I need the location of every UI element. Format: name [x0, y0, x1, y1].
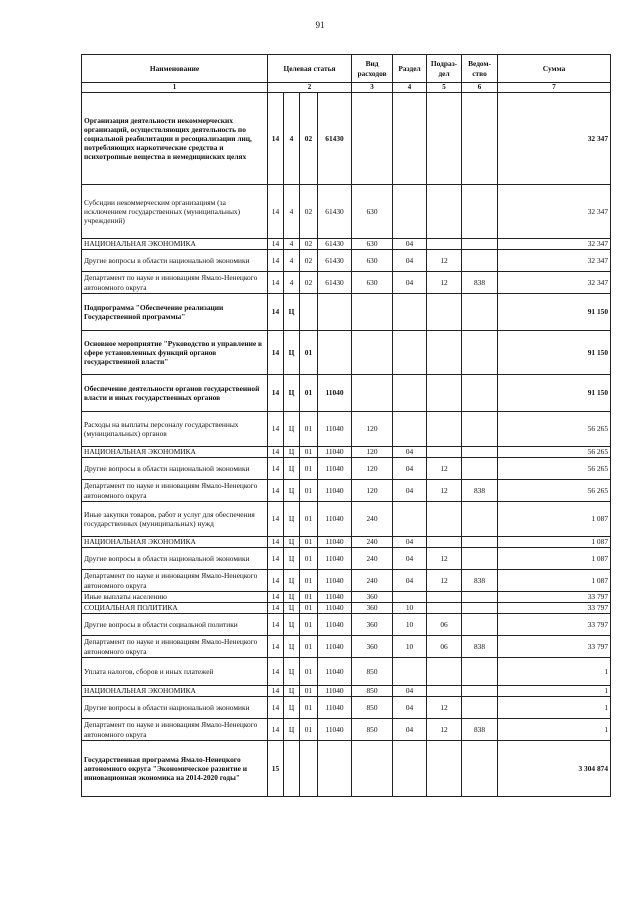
row-section — [393, 741, 427, 797]
row-name: Основное мероприятие "Руководство и управление в сфере установленных функций органов государственной власти" — [82, 331, 268, 375]
column-number: 4 — [393, 83, 427, 93]
row-target-program: 14 — [268, 239, 284, 250]
row-target-direction: 11040 — [318, 614, 352, 636]
row-target-subprogram: Ц — [284, 570, 300, 592]
row-section: 04 — [393, 548, 427, 570]
row-section — [393, 93, 427, 185]
row-target-program: 14 — [268, 294, 284, 331]
table-row — [82, 548, 611, 570]
row-target-program: 14 — [268, 502, 284, 537]
row-subsection — [427, 603, 462, 614]
row-expense-type: 850 — [352, 658, 393, 686]
row-amount: 56 265 — [498, 447, 611, 458]
row-target-program: 14 — [268, 697, 284, 719]
row-name: Департамент по науке и инновациям Ямало-Ненецкого автономного округа — [82, 480, 268, 502]
row-target-subprogram: Ц — [284, 719, 300, 741]
row-section: 04 — [393, 537, 427, 548]
row-target-subprogram: Ц — [284, 412, 300, 447]
row-name: Другие вопросы в области национальной экономики — [82, 458, 268, 480]
table-row — [82, 636, 611, 658]
row-section — [393, 375, 427, 412]
row-target-program: 14 — [268, 447, 284, 458]
row-expense-type: 240 — [352, 548, 393, 570]
row-expense-type: 240 — [352, 570, 393, 592]
table-row — [82, 239, 611, 250]
row-target-subprogram: Ц — [284, 686, 300, 697]
row-target-program: 14 — [268, 686, 284, 697]
table-row — [82, 331, 611, 375]
row-expense-type — [352, 331, 393, 375]
row-amount: 33 797 — [498, 636, 611, 658]
row-target-direction: 61430 — [318, 185, 352, 239]
row-name: НАЦИОНАЛЬНАЯ ЭКОНОМИКА — [82, 537, 268, 548]
row-section: 04 — [393, 570, 427, 592]
row-amount: 32 347 — [498, 250, 611, 272]
row-section — [393, 185, 427, 239]
row-name: Департамент по науке и инновациям Ямало-Ненецкого автономного округа — [82, 719, 268, 741]
header-name: Наименование — [82, 55, 268, 83]
row-department: 838 — [462, 272, 498, 294]
row-target-program: 14 — [268, 331, 284, 375]
row-expense-type: 850 — [352, 719, 393, 741]
row-department — [462, 250, 498, 272]
row-target-program: 14 — [268, 614, 284, 636]
row-target-direction: 61430 — [318, 272, 352, 294]
row-department — [462, 239, 498, 250]
row-subsection: 12 — [427, 570, 462, 592]
row-target-subprogram: Ц — [284, 614, 300, 636]
row-amount: 1 087 — [498, 502, 611, 537]
row-target-measure: 01 — [300, 658, 318, 686]
row-section: 04 — [393, 239, 427, 250]
row-target-measure: 01 — [300, 636, 318, 658]
row-department — [462, 741, 498, 797]
header-expense-type: Вид расходов — [352, 55, 393, 83]
row-subsection — [427, 447, 462, 458]
table-row — [82, 480, 611, 502]
row-target-direction: 11040 — [318, 447, 352, 458]
row-target-measure: 01 — [300, 548, 318, 570]
row-department — [462, 331, 498, 375]
row-subsection — [427, 741, 462, 797]
row-expense-type: 850 — [352, 686, 393, 697]
row-section — [393, 592, 427, 603]
row-target-direction: 11040 — [318, 480, 352, 502]
table-row — [82, 592, 611, 603]
row-target-measure: 01 — [300, 458, 318, 480]
row-expense-type: 120 — [352, 480, 393, 502]
row-department — [462, 375, 498, 412]
row-target-measure: 01 — [300, 592, 318, 603]
row-target-measure — [300, 741, 318, 797]
row-expense-type: 630 — [352, 250, 393, 272]
row-target-measure: 01 — [300, 480, 318, 502]
row-department — [462, 412, 498, 447]
row-target-program: 14 — [268, 636, 284, 658]
row-subsection: 12 — [427, 719, 462, 741]
row-target-direction: 11040 — [318, 697, 352, 719]
row-name: Департамент по науке и инновациям Ямало-Ненецкого автономного округа — [82, 636, 268, 658]
row-amount: 33 797 — [498, 592, 611, 603]
row-department — [462, 458, 498, 480]
row-section: 04 — [393, 272, 427, 294]
row-target-direction: 11040 — [318, 412, 352, 447]
table-row — [82, 447, 611, 458]
row-expense-type: 120 — [352, 458, 393, 480]
row-target-subprogram: Ц — [284, 548, 300, 570]
row-target-subprogram: Ц — [284, 537, 300, 548]
row-name: Другие вопросы в области национальной экономики — [82, 697, 268, 719]
row-name: НАЦИОНАЛЬНАЯ ЭКОНОМИКА — [82, 447, 268, 458]
row-section — [393, 331, 427, 375]
row-expense-type — [352, 93, 393, 185]
row-section: 10 — [393, 614, 427, 636]
row-subsection — [427, 592, 462, 603]
row-subsection — [427, 239, 462, 250]
row-target-subprogram: Ц — [284, 458, 300, 480]
row-section: 04 — [393, 250, 427, 272]
row-name: Государственная программа Ямало-Ненецкого автономного округа "Экономическое развитие и инновационная экономика на 2014-2020 годы" — [82, 741, 268, 797]
row-section: 04 — [393, 480, 427, 502]
row-amount: 1 087 — [498, 570, 611, 592]
row-name: Другие вопросы в области национальной экономики — [82, 250, 268, 272]
row-subsection — [427, 331, 462, 375]
row-expense-type — [352, 375, 393, 412]
row-section: 04 — [393, 447, 427, 458]
row-target-program: 14 — [268, 375, 284, 412]
table-row — [82, 741, 611, 797]
row-department — [462, 93, 498, 185]
row-expense-type: 240 — [352, 502, 393, 537]
row-target-subprogram: Ц — [284, 447, 300, 458]
table-row — [82, 250, 611, 272]
row-target-program: 14 — [268, 719, 284, 741]
row-subsection — [427, 185, 462, 239]
row-target-program: 14 — [268, 412, 284, 447]
row-target-subprogram: 4 — [284, 185, 300, 239]
row-amount: 32 347 — [498, 272, 611, 294]
row-target-direction — [318, 331, 352, 375]
row-target-subprogram: Ц — [284, 294, 300, 331]
row-target-direction: 11040 — [318, 719, 352, 741]
row-expense-type: 360 — [352, 592, 393, 603]
table-row — [82, 412, 611, 447]
row-amount: 1 — [498, 697, 611, 719]
row-amount: 56 265 — [498, 480, 611, 502]
budget-table — [81, 54, 611, 797]
row-target-measure: 01 — [300, 719, 318, 741]
row-department: 838 — [462, 570, 498, 592]
row-expense-type: 120 — [352, 447, 393, 458]
row-expense-type: 630 — [352, 239, 393, 250]
row-department — [462, 592, 498, 603]
row-department — [462, 686, 498, 697]
row-target-measure: 02 — [300, 239, 318, 250]
row-subsection: 12 — [427, 250, 462, 272]
row-target-measure: 01 — [300, 537, 318, 548]
column-number: 6 — [462, 83, 498, 93]
row-subsection: 06 — [427, 614, 462, 636]
row-subsection — [427, 686, 462, 697]
row-section — [393, 294, 427, 331]
row-target-subprogram: Ц — [284, 375, 300, 412]
column-number: 1 — [82, 83, 268, 93]
row-amount: 1 087 — [498, 537, 611, 548]
row-section: 04 — [393, 458, 427, 480]
row-name: Субсидии некоммерческим организациям (за исключением государственных (муниципальных) учреждений) — [82, 185, 268, 239]
row-subsection — [427, 294, 462, 331]
row-target-measure: 01 — [300, 502, 318, 537]
row-target-direction: 11040 — [318, 537, 352, 548]
row-target-measure — [300, 294, 318, 331]
row-department — [462, 658, 498, 686]
row-target-measure: 01 — [300, 697, 318, 719]
row-target-direction — [318, 741, 352, 797]
table-row — [82, 719, 611, 741]
header-amount: Сумма — [498, 55, 611, 83]
row-target-measure: 01 — [300, 686, 318, 697]
row-target-subprogram: Ц — [284, 502, 300, 537]
row-name: Организация деятельности некоммерческих организаций, осуществляющих деятельность по социальной реабилитации и ресоциализации лиц, потребляющих наркотические средства и психотропные вещества в немедицинских целях — [82, 93, 268, 185]
budget-table-body — [82, 93, 611, 797]
row-target-direction — [318, 294, 352, 331]
row-target-measure: 02 — [300, 250, 318, 272]
row-target-direction: 11040 — [318, 636, 352, 658]
table-row — [82, 614, 611, 636]
row-name: Другие вопросы в области социальной политики — [82, 614, 268, 636]
row-section: 04 — [393, 719, 427, 741]
row-target-measure: 01 — [300, 447, 318, 458]
header-department: Ведом-ство — [462, 55, 498, 83]
table-row — [82, 686, 611, 697]
row-target-subprogram: 4 — [284, 272, 300, 294]
row-target-direction: 11040 — [318, 375, 352, 412]
row-expense-type: 630 — [352, 185, 393, 239]
row-department — [462, 537, 498, 548]
row-amount: 91 150 — [498, 331, 611, 375]
row-name: Другие вопросы в области национальной экономики — [82, 548, 268, 570]
row-target-program: 14 — [268, 592, 284, 603]
table-row — [82, 93, 611, 185]
row-section: 04 — [393, 686, 427, 697]
table-row — [82, 294, 611, 331]
row-section: 10 — [393, 636, 427, 658]
row-target-program: 14 — [268, 537, 284, 548]
table-row — [82, 458, 611, 480]
row-name: Иные выплаты населению — [82, 592, 268, 603]
row-target-measure: 01 — [300, 614, 318, 636]
row-section — [393, 658, 427, 686]
row-target-program: 14 — [268, 658, 284, 686]
row-amount: 1 — [498, 686, 611, 697]
row-expense-type: 360 — [352, 614, 393, 636]
row-department: 838 — [462, 719, 498, 741]
header-section: Раздел — [393, 55, 427, 83]
row-target-program: 14 — [268, 570, 284, 592]
column-number: 5 — [427, 83, 462, 93]
row-department — [462, 697, 498, 719]
row-amount: 91 150 — [498, 375, 611, 412]
row-amount: 56 265 — [498, 458, 611, 480]
row-target-direction: 11040 — [318, 458, 352, 480]
row-amount: 33 797 — [498, 603, 611, 614]
row-department: 838 — [462, 636, 498, 658]
row-name: Департамент по науке и инновациям Ямало-Ненецкого автономного округа — [82, 570, 268, 592]
row-name: Иные закупки товаров, работ и услуг для обеспечения государственных (муниципальных) нужд — [82, 502, 268, 537]
row-department — [462, 614, 498, 636]
row-name: Расходы на выплаты персоналу государственных (муниципальных) органов — [82, 412, 268, 447]
row-subsection: 12 — [427, 548, 462, 570]
row-amount: 3 304 874 — [498, 741, 611, 797]
row-target-program: 14 — [268, 93, 284, 185]
row-expense-type — [352, 741, 393, 797]
row-name: Департамент по науке и инновациям Ямало-Ненецкого автономного округа — [82, 272, 268, 294]
row-target-subprogram: 4 — [284, 239, 300, 250]
row-name: Обеспечение деятельности органов государственной власти и иных государственных органов — [82, 375, 268, 412]
row-expense-type — [352, 294, 393, 331]
table-row — [82, 375, 611, 412]
row-section: 10 — [393, 603, 427, 614]
row-section — [393, 412, 427, 447]
row-target-subprogram: Ц — [284, 697, 300, 719]
row-subsection: 06 — [427, 636, 462, 658]
row-target-subprogram: 4 — [284, 93, 300, 185]
row-target-program: 14 — [268, 185, 284, 239]
table-row — [82, 570, 611, 592]
row-expense-type: 240 — [352, 537, 393, 548]
table-row — [82, 697, 611, 719]
row-target-direction: 11040 — [318, 570, 352, 592]
table-row — [82, 537, 611, 548]
row-expense-type: 850 — [352, 697, 393, 719]
row-target-program: 15 — [268, 741, 284, 797]
header-target: Целевая статья — [268, 55, 352, 83]
row-amount: 1 — [498, 719, 611, 741]
row-target-subprogram: Ц — [284, 331, 300, 375]
row-subsection: 12 — [427, 480, 462, 502]
row-department — [462, 185, 498, 239]
row-target-program: 14 — [268, 272, 284, 294]
row-subsection — [427, 93, 462, 185]
table-row — [82, 185, 611, 239]
row-expense-type: 360 — [352, 603, 393, 614]
column-number: 3 — [352, 83, 393, 93]
row-target-program: 14 — [268, 480, 284, 502]
row-amount: 32 347 — [498, 239, 611, 250]
row-name: Подпрограмма "Обеспечение реализации Государственной программы" — [82, 294, 268, 331]
row-target-subprogram: Ц — [284, 658, 300, 686]
row-target-measure: 01 — [300, 331, 318, 375]
row-subsection — [427, 375, 462, 412]
row-amount: 1 — [498, 658, 611, 686]
row-name: НАЦИОНАЛЬНАЯ ЭКОНОМИКА — [82, 686, 268, 697]
row-subsection: 12 — [427, 272, 462, 294]
row-target-subprogram — [284, 741, 300, 797]
row-target-measure: 01 — [300, 570, 318, 592]
row-target-direction: 61430 — [318, 239, 352, 250]
table-row — [82, 272, 611, 294]
row-target-subprogram: Ц — [284, 636, 300, 658]
row-amount: 33 797 — [498, 614, 611, 636]
row-target-subprogram: Ц — [284, 480, 300, 502]
column-number: 2 — [268, 83, 352, 93]
row-target-measure: 01 — [300, 375, 318, 412]
row-target-measure: 01 — [300, 603, 318, 614]
row-target-subprogram: 4 — [284, 250, 300, 272]
row-department: 838 — [462, 480, 498, 502]
row-subsection — [427, 537, 462, 548]
row-expense-type: 630 — [352, 272, 393, 294]
row-section — [393, 502, 427, 537]
row-amount: 56 265 — [498, 412, 611, 447]
row-target-measure: 02 — [300, 272, 318, 294]
row-department — [462, 548, 498, 570]
row-target-direction: 11040 — [318, 592, 352, 603]
row-target-measure: 02 — [300, 93, 318, 185]
page-number: 91 — [315, 20, 325, 30]
row-subsection — [427, 502, 462, 537]
row-amount: 91 150 — [498, 294, 611, 331]
row-target-direction: 11040 — [318, 686, 352, 697]
row-target-direction: 11040 — [318, 603, 352, 614]
table-row — [82, 658, 611, 686]
row-section: 04 — [393, 697, 427, 719]
row-target-program: 14 — [268, 458, 284, 480]
row-target-subprogram: Ц — [284, 603, 300, 614]
row-subsection — [427, 412, 462, 447]
row-target-direction: 11040 — [318, 548, 352, 570]
row-target-direction: 61430 — [318, 250, 352, 272]
row-target-measure: 02 — [300, 185, 318, 239]
row-amount: 32 347 — [498, 185, 611, 239]
row-subsection: 12 — [427, 458, 462, 480]
row-name: Уплата налогов, сборов и иных платежей — [82, 658, 268, 686]
row-target-program: 14 — [268, 548, 284, 570]
row-target-measure: 01 — [300, 412, 318, 447]
row-target-direction: 11040 — [318, 502, 352, 537]
column-number: 7 — [498, 83, 611, 93]
row-department — [462, 294, 498, 331]
row-target-direction: 11040 — [318, 658, 352, 686]
table-row — [82, 603, 611, 614]
row-subsection: 12 — [427, 697, 462, 719]
row-name: НАЦИОНАЛЬНАЯ ЭКОНОМИКА — [82, 239, 268, 250]
row-expense-type: 360 — [352, 636, 393, 658]
row-amount: 32 347 — [498, 93, 611, 185]
row-name: СОЦИАЛЬНАЯ ПОЛИТИКА — [82, 603, 268, 614]
row-expense-type: 120 — [352, 412, 393, 447]
row-target-program: 14 — [268, 603, 284, 614]
row-department — [462, 603, 498, 614]
row-subsection — [427, 658, 462, 686]
row-department — [462, 447, 498, 458]
header-subsection: Подраз-дел — [427, 55, 462, 83]
table-row — [82, 502, 611, 537]
row-target-direction: 61430 — [318, 93, 352, 185]
row-department — [462, 502, 498, 537]
row-amount: 1 087 — [498, 548, 611, 570]
row-target-program: 14 — [268, 250, 284, 272]
row-target-subprogram: Ц — [284, 592, 300, 603]
